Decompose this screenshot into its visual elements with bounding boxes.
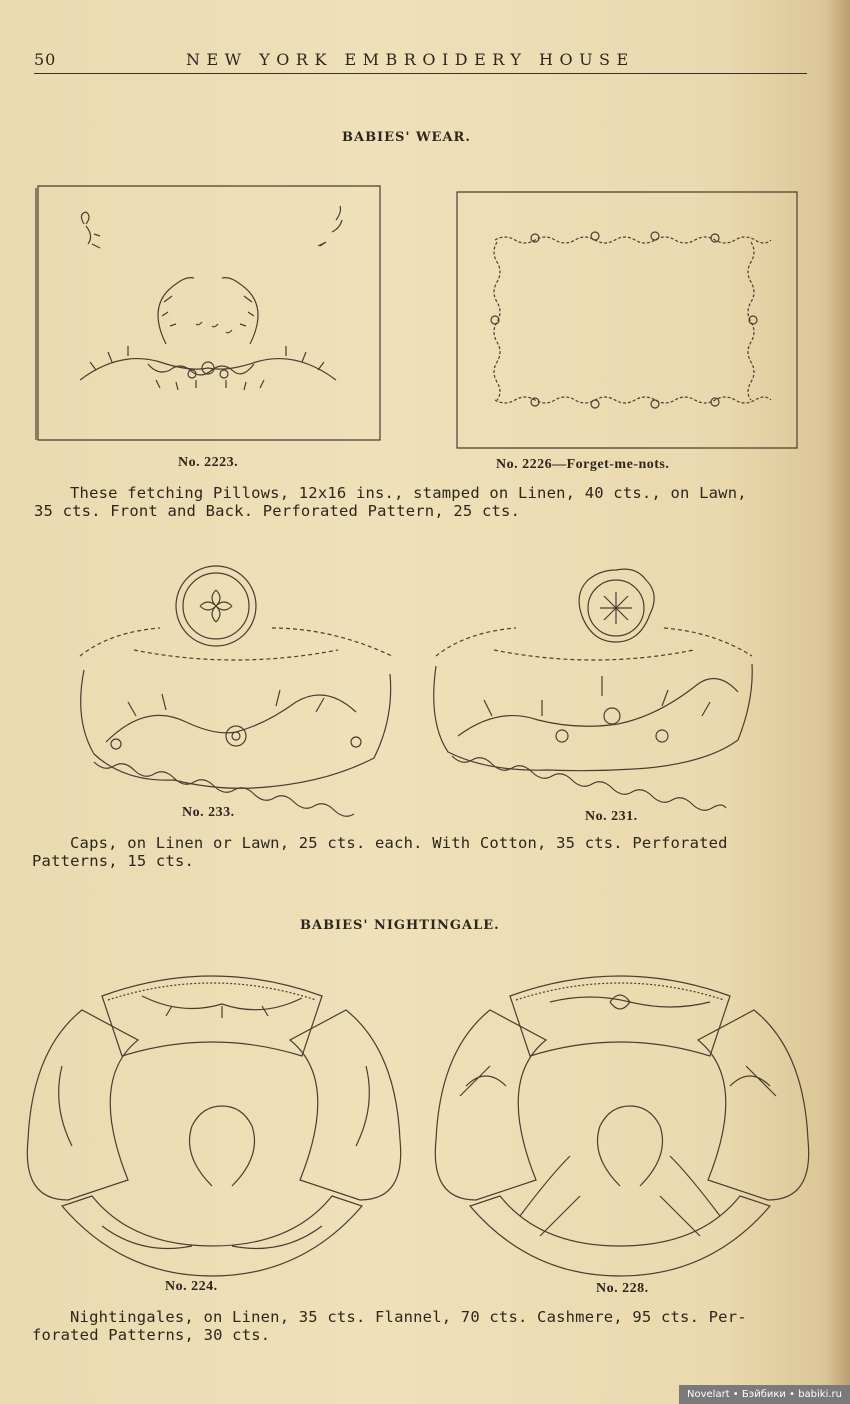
nightingales-description-line-1: Nightingales, on Linen, 35 cts. Flannel, 70 cts. Cashmere, 95 cts. Per- xyxy=(70,1308,747,1326)
pillow-2223-caption: No. 2223. xyxy=(178,455,239,470)
nightingale-224-caption: No. 224. xyxy=(165,1279,218,1294)
section-title-babies-wear: BABIES' WEAR. xyxy=(342,130,471,145)
watermark-label: Novelart • Бэйбики • babiki.ru xyxy=(679,1385,850,1404)
nightingale-224-illustration xyxy=(22,966,406,1280)
cap-231-caption: No. 231. xyxy=(585,809,638,824)
cap-231-illustration xyxy=(432,566,756,788)
pillow-2226-illustration xyxy=(455,190,799,450)
header-rule xyxy=(34,73,807,74)
pillows-description-line-1: These fetching Pillows, 12x16 ins., stamped on Linen, 40 cts., on Lawn, xyxy=(70,484,747,502)
pillow-2223-illustration xyxy=(36,184,382,442)
section-title-babies-nightingale: BABIES' NIGHTINGALE. xyxy=(300,918,500,933)
running-title: NEW YORK EMBROIDERY HOUSE xyxy=(186,50,635,69)
nightingales-description-line-2: forated Patterns, 30 cts. xyxy=(32,1326,271,1344)
nightingale-228-illustration xyxy=(430,966,814,1280)
pillow-2226-caption: No. 2226—Forget-me-nots. xyxy=(496,457,670,472)
page-number: 50 xyxy=(34,50,57,69)
cap-233-caption: No. 233. xyxy=(182,805,235,820)
caps-description-line-1: Caps, on Linen or Lawn, 25 cts. each. With Cotton, 35 cts. Perforated xyxy=(70,834,728,852)
nightingale-228-caption: No. 228. xyxy=(596,1281,649,1296)
cap-233-illustration xyxy=(76,566,398,788)
caps-description-line-2: Patterns, 15 cts. xyxy=(32,852,195,870)
pillows-description-line-2: 35 cts. Front and Back. Perforated Pattern, 25 cts. xyxy=(34,502,521,520)
